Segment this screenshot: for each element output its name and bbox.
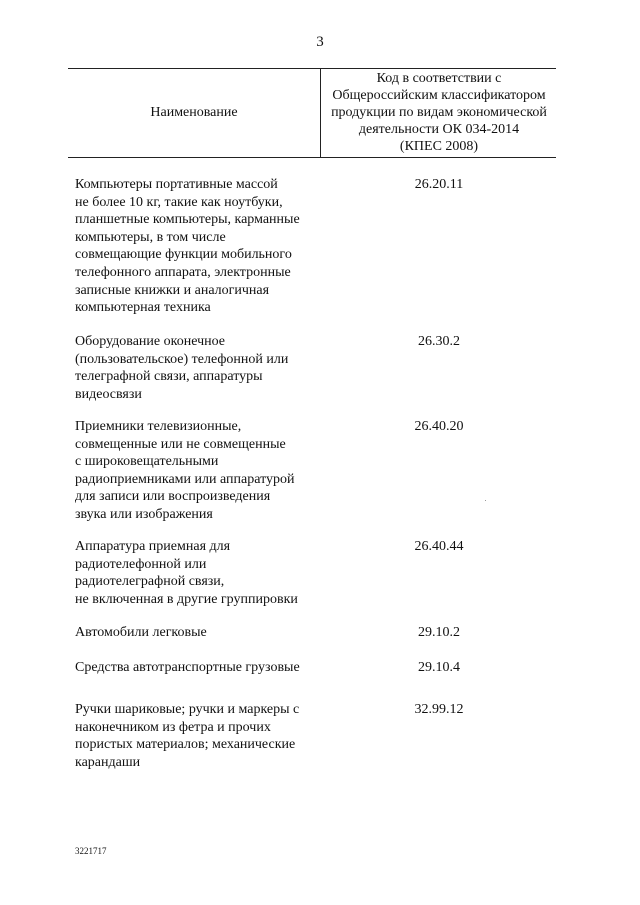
- row-name-line: телефонного аппарата, электронные: [75, 264, 291, 280]
- row-name-line: радиотелеграфной связи,: [75, 574, 225, 590]
- row-name-telephone-equipment: [75, 333, 320, 403]
- row-code-passenger-cars: 29.10.2: [418, 625, 460, 640]
- row-name-line: не включенная в другие группировки: [75, 591, 298, 607]
- row-name-line: для записи или воспроизведения: [75, 489, 271, 505]
- row-code-telephone-equipment: 26.30.2: [418, 334, 460, 349]
- document-number: 3221717: [75, 846, 107, 856]
- header-column-divider: [320, 68, 321, 157]
- row-name-line: (пользовательское) телефонной или: [75, 351, 289, 367]
- row-name-line: Автомобили легковые: [75, 625, 207, 640]
- row-name-line: совмещенные или не совмещенные: [75, 436, 286, 452]
- row-name-line: наконечником из фетра и прочих: [75, 719, 271, 735]
- page-number: 3: [316, 34, 324, 50]
- row-name-pens: [75, 701, 320, 771]
- row-name-trucks: [75, 659, 320, 677]
- row-name-line: Ручки шариковые; ручки и маркеры с: [75, 702, 300, 717]
- row-name-computers: [75, 176, 320, 317]
- row-name-tv-receivers: [75, 418, 320, 524]
- row-name-line: карандаши: [75, 754, 141, 770]
- column-header-code-line: (КПЕС 2008): [399, 139, 479, 154]
- column-header-name: Наименование: [150, 105, 238, 120]
- column-header-code: [322, 70, 556, 155]
- column-header-code-line: Общероссийским классификатором: [332, 88, 546, 103]
- row-name-line: звука или изображения: [75, 506, 213, 522]
- row-name-line: телеграфной связи, аппаратуры: [75, 369, 263, 385]
- column-header-code-line: деятельности ОК 034-2014: [358, 122, 520, 137]
- row-name-line: радиоприемниками или аппаратурой: [75, 471, 295, 487]
- row-name-passenger-cars: [75, 624, 320, 642]
- row-name-line: Приемники телевизионные,: [75, 419, 242, 434]
- row-code-radio-receivers: 26.40.44: [414, 539, 464, 554]
- row-name-line: видеосвязи: [75, 386, 142, 402]
- row-code-trucks: 29.10.4: [418, 660, 460, 675]
- row-name-line: планшетные компьютеры, карманные: [75, 212, 300, 228]
- scan-speck: [485, 500, 486, 501]
- row-name-line: компьютерная техника: [75, 300, 211, 316]
- row-name-line: радиотелефонной или: [75, 556, 207, 572]
- row-name-line: пористых материалов; механические: [75, 737, 296, 753]
- row-name-line: совмещающие функции мобильного: [75, 247, 292, 263]
- row-name-line: записные книжки и аналогичная: [75, 282, 270, 298]
- row-name-line: Оборудование оконечное: [75, 334, 225, 349]
- row-code-tv-receivers: 26.40.20: [414, 419, 464, 434]
- row-name-line: Средства автотранспортные грузовые: [75, 660, 300, 675]
- column-header-code-line: продукции по видам экономической: [331, 105, 547, 120]
- row-name-line: не более 10 кг, такие как ноутбуки,: [75, 194, 283, 210]
- header-bottom-rule: [68, 157, 556, 158]
- row-code-pens: 32.99.12: [414, 702, 464, 717]
- row-name-line: Компьютеры портативные массой: [75, 177, 278, 192]
- table-top-rule: [68, 68, 556, 69]
- row-code-computers: 26.20.11: [414, 177, 464, 192]
- row-name-line: компьютеры, в том числе: [75, 229, 226, 245]
- row-name-line: с широковещательными: [75, 454, 219, 470]
- row-name-radio-receivers: [75, 538, 320, 608]
- column-header-code-line: Код в соответствии с: [376, 71, 502, 86]
- row-name-line: Аппаратура приемная для: [75, 539, 231, 554]
